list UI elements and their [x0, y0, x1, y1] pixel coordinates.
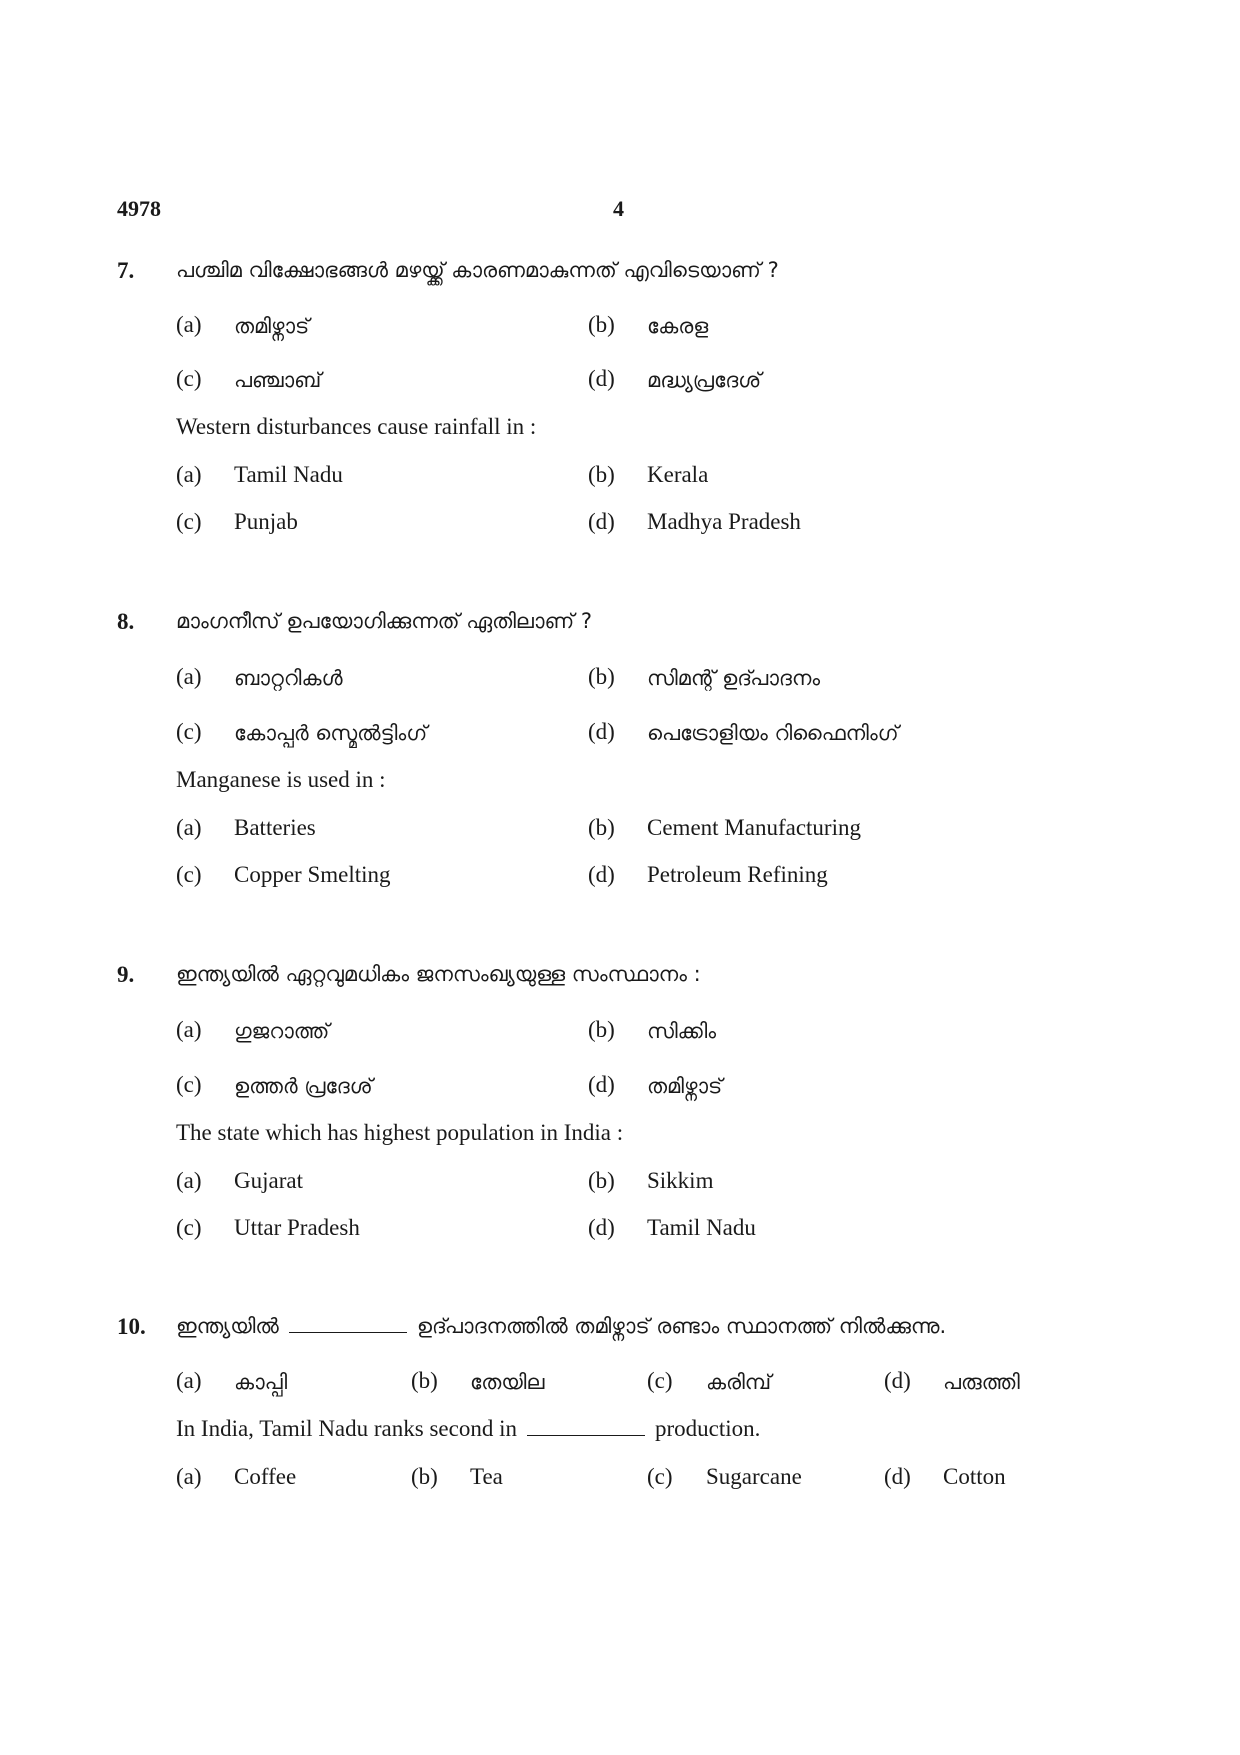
question-text-malayalam: പശ്ചിമ വിക്ഷോഭങ്ങൾ മഴയ്ക്ക് കാരണമാകുന്നത് എവിടെയാണ് ?: [176, 258, 779, 282]
option-label: (b): [588, 1017, 615, 1042]
option-label: (b): [411, 1368, 438, 1393]
option-text-english: Copper Smelting: [234, 862, 391, 887]
option-text-malayalam: കോപ്പർ സ്മെൽട്ടിംഗ്: [234, 721, 428, 745]
option-label: (c): [176, 719, 202, 744]
question-text-malayalam: മാംഗനീസ് ഉപയോഗിക്കുന്നത് ഏതിലാണ് ?: [176, 609, 593, 633]
option-label: (a): [176, 1368, 202, 1393]
option-text-malayalam: കാപ്പി: [234, 1370, 288, 1394]
option-label: (d): [884, 1368, 911, 1393]
option-text-malayalam: കരിമ്പ്: [706, 1370, 772, 1394]
question-text-part: ഉദ്പാദനത്തിൽ തമിഴ്നാട് രണ്ടാം സ്ഥാനത്ത് നിൽക്കുന്നു.: [416, 1314, 947, 1338]
question-text-malayalam: ഇന്ത്യയിൽ ഏറ്റവുമധികം ജനസംഖ്യയുള്ള സംസ്ഥാനം :: [176, 962, 701, 986]
question-text-malayalam: [176, 1314, 946, 1339]
option-text-english: Tea: [470, 1464, 503, 1489]
question-number: 8.: [117, 609, 135, 634]
option-text-english: Tamil Nadu: [234, 462, 343, 487]
option-text-malayalam: തമിഴ്നാട്: [647, 1074, 723, 1098]
option-text-english: Petroleum Refining: [647, 862, 828, 887]
option-label: (d): [588, 1072, 615, 1097]
option-text-malayalam: പഞ്ചാബ്: [234, 368, 322, 392]
option-text-english: Kerala: [647, 462, 709, 487]
option-text-english: Coffee: [234, 1464, 297, 1489]
option-text-english: Sikkim: [647, 1168, 714, 1193]
option-text-english: Uttar Pradesh: [234, 1215, 360, 1240]
question-number: 9.: [117, 962, 135, 987]
option-text-malayalam: സിമന്റ് ഉദ്പാദനം: [647, 666, 821, 690]
option-text-malayalam: തമിഴ്നാട്: [234, 314, 310, 338]
option-text-malayalam: ബാറ്ററികൾ: [234, 666, 343, 690]
option-label: (a): [176, 815, 202, 840]
option-text-english: Gujarat: [234, 1168, 303, 1193]
option-text-malayalam: പെട്രോളിയം റിഫൈനിംഗ്: [647, 721, 899, 745]
option-label: (c): [176, 862, 202, 887]
option-label: (c): [647, 1464, 673, 1489]
option-text-malayalam: ഗുജറാത്ത്: [234, 1019, 330, 1043]
option-label: (b): [588, 815, 615, 840]
option-text-malayalam: തേയില: [470, 1370, 545, 1394]
question-text-english: Manganese is used in :: [176, 767, 386, 792]
fill-in-blank: [289, 1331, 407, 1333]
option-label: (b): [588, 664, 615, 689]
option-label: (b): [588, 312, 615, 337]
question-text-english: [176, 1416, 760, 1442]
option-label: (d): [884, 1464, 911, 1489]
option-label: (d): [588, 719, 615, 744]
option-text-malayalam: പരുത്തി: [943, 1370, 1020, 1394]
question-number: 10.: [117, 1314, 146, 1339]
option-text-english: Cement Manufacturing: [647, 815, 861, 840]
option-label: (c): [176, 1072, 202, 1097]
option-label: (b): [588, 1168, 615, 1193]
option-label: (a): [176, 312, 202, 337]
option-label: (d): [588, 1215, 615, 1240]
question-text-english: Western disturbances cause rainfall in :: [176, 414, 537, 439]
option-text-malayalam: ഉത്തർ പ്രദേശ്: [234, 1074, 373, 1098]
question-text-english: The state which has highest population in India :: [176, 1120, 624, 1145]
option-label: (a): [176, 1464, 202, 1489]
page-number: 4: [613, 196, 624, 221]
option-text-english: Cotton: [943, 1464, 1006, 1489]
question-number: 7.: [117, 258, 135, 283]
option-text-malayalam: മദ്ധ്യപ്രദേശ്: [647, 368, 762, 392]
option-text-english: Sugarcane: [706, 1464, 802, 1489]
fill-in-blank: [527, 1434, 645, 1436]
option-label: (b): [411, 1464, 438, 1489]
option-text-english: Tamil Nadu: [647, 1215, 756, 1240]
option-label: (d): [588, 862, 615, 887]
option-text-malayalam: സിക്കിം: [647, 1019, 717, 1043]
option-label: (c): [647, 1368, 673, 1393]
question-text-part: production.: [654, 1416, 761, 1441]
option-text-malayalam: കേരള: [647, 314, 709, 338]
option-label: (d): [588, 366, 615, 391]
option-label: (d): [588, 509, 615, 534]
option-label: (a): [176, 462, 202, 487]
option-label: (a): [176, 664, 202, 689]
option-label: (c): [176, 1215, 202, 1240]
question-text-part: In India, Tamil Nadu ranks second in: [176, 1416, 517, 1441]
option-text-english: Batteries: [234, 815, 316, 840]
question-text-part: ഇന്ത്യയിൽ: [176, 1314, 279, 1338]
option-label: (b): [588, 462, 615, 487]
option-label: (a): [176, 1017, 202, 1042]
paper-code: 4978: [117, 196, 161, 221]
option-label: (c): [176, 509, 202, 534]
option-text-english: Punjab: [234, 509, 298, 534]
option-text-english: Madhya Pradesh: [647, 509, 801, 534]
option-label: (a): [176, 1168, 202, 1193]
option-label: (c): [176, 366, 202, 391]
